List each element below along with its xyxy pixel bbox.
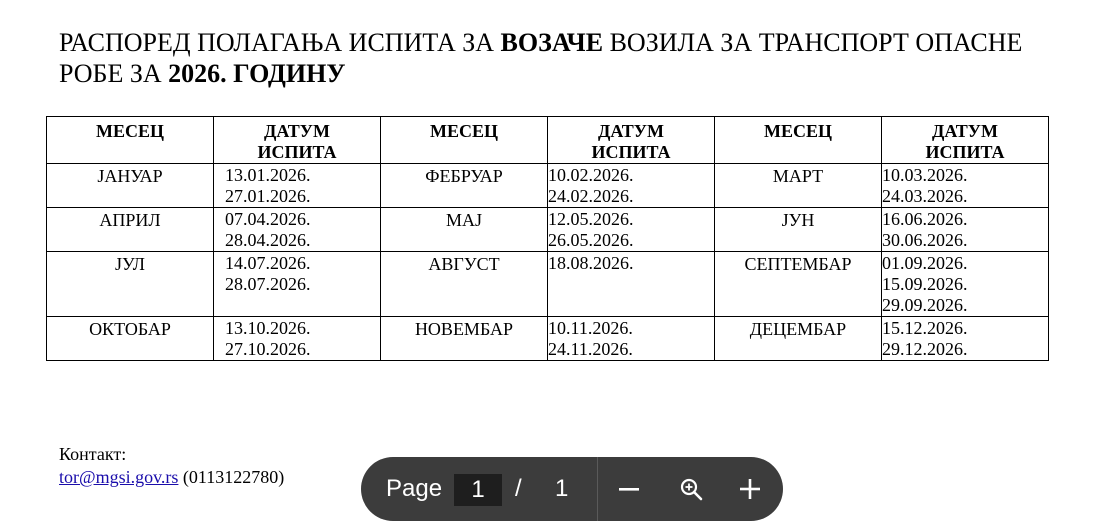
dates-cell xyxy=(882,208,1049,252)
month-cell: ДЕЦЕМБАР xyxy=(715,317,882,361)
zoom-fit-button[interactable] xyxy=(673,471,709,507)
month-cell: АВГУСТ xyxy=(381,252,548,317)
exam-date: 10.11.2026. xyxy=(548,318,633,338)
month-cell: АПРИЛ xyxy=(47,208,214,252)
dates-cell xyxy=(548,164,715,208)
plus-icon xyxy=(739,478,761,500)
exam-schedule-table xyxy=(46,116,1049,361)
table-header-row xyxy=(47,117,1049,164)
exam-date: 12.05.2026. xyxy=(548,209,634,229)
exam-date: 18.08.2026. xyxy=(548,253,634,273)
exam-date: 27.10.2026. xyxy=(225,339,311,359)
exam-date: 29.09.2026. xyxy=(882,295,968,315)
zoom-out-button[interactable] xyxy=(611,471,647,507)
exam-date: 28.04.2026. xyxy=(225,230,311,250)
exam-date: 27.01.2026. xyxy=(225,186,311,206)
month-cell: НОВЕМБАР xyxy=(381,317,548,361)
exam-date: 13.01.2026. xyxy=(225,165,311,185)
header-date: ДАТУМ ИСПИТА xyxy=(882,117,1049,164)
table-row xyxy=(47,252,1049,317)
dates-cell xyxy=(214,208,381,252)
month-cell: ФЕБРУАР xyxy=(381,164,548,208)
page-separator: / xyxy=(515,475,522,502)
month-cell: СЕПТЕМБАР xyxy=(715,252,882,317)
table-row xyxy=(47,208,1049,252)
exam-date: 01.09.2026. xyxy=(882,253,968,273)
exam-date: 13.10.2026. xyxy=(225,318,311,338)
exam-date: 24.03.2026. xyxy=(882,186,968,206)
exam-date: 14.07.2026. xyxy=(225,253,311,273)
dates-cell xyxy=(882,164,1049,208)
exam-date: 10.03.2026. xyxy=(882,165,968,185)
contact-phone: (0113122780) xyxy=(178,467,285,487)
exam-date: 30.06.2026. xyxy=(882,230,968,250)
exam-date: 07.04.2026. xyxy=(225,209,311,229)
header-month: МЕСЕЦ xyxy=(381,117,548,164)
zoom-icon xyxy=(679,477,703,501)
dates-cell xyxy=(882,252,1049,317)
zoom-in-button[interactable] xyxy=(732,471,768,507)
exam-date: 10.02.2026. xyxy=(548,165,634,185)
dates-cell xyxy=(548,317,715,361)
month-cell: ЈАНУАР xyxy=(47,164,214,208)
current-page-input[interactable]: 1 xyxy=(454,474,502,506)
dates-cell xyxy=(214,252,381,317)
dates-cell xyxy=(548,208,715,252)
dates-cell xyxy=(214,164,381,208)
month-cell: ЈУЛ xyxy=(47,252,214,317)
exam-date: 29.12.2026. xyxy=(882,339,968,359)
exam-date: 28.07.2026. xyxy=(225,274,311,294)
exam-date: 26.05.2026. xyxy=(548,230,634,250)
dates-cell xyxy=(548,252,715,317)
toolbar-divider xyxy=(597,457,598,521)
table-row xyxy=(47,164,1049,208)
title-text: РАСПОРЕД ПОЛАГАЊА ИСПИТА ЗА xyxy=(59,28,501,57)
title-text: ВОЗИЛА ЗА ТРАНСПОРТ ОПАСНЕ РОБЕ ЗА xyxy=(59,28,1023,88)
month-cell: МАРТ xyxy=(715,164,882,208)
minus-icon xyxy=(618,478,640,500)
document-title xyxy=(59,27,1059,89)
month-cell: ОКТОБАР xyxy=(47,317,214,361)
dates-cell xyxy=(882,317,1049,361)
month-cell: ЈУН xyxy=(715,208,882,252)
exam-date: 15.09.2026. xyxy=(882,274,968,294)
total-pages: 1 xyxy=(555,475,569,502)
header-month: МЕСЕЦ xyxy=(715,117,882,164)
header-month: МЕСЕЦ xyxy=(47,117,214,164)
exam-date: 24.02.2026. xyxy=(548,186,634,206)
exam-date: 15.12.2026. xyxy=(882,318,968,338)
table-row xyxy=(47,317,1049,361)
dates-cell xyxy=(214,317,381,361)
exam-date: 16.06.2026. xyxy=(882,209,968,229)
contact-block xyxy=(59,443,284,489)
month-cell: МАЈ xyxy=(381,208,548,252)
contact-email-link[interactable]: tor@mgsi.gov.rs xyxy=(59,467,179,487)
title-bold: ВОЗАЧЕ xyxy=(500,28,604,57)
header-date: ДАТУМ ИСПИТА xyxy=(214,117,381,164)
header-date: ДАТУМ ИСПИТА xyxy=(548,117,715,164)
contact-label: Контакт: xyxy=(59,444,127,464)
title-bold: 2026. ГОДИНУ xyxy=(168,59,346,88)
exam-date: 24.11.2026. xyxy=(548,339,633,359)
pdf-page-toolbar xyxy=(361,457,783,521)
page-label: Page xyxy=(386,475,443,502)
